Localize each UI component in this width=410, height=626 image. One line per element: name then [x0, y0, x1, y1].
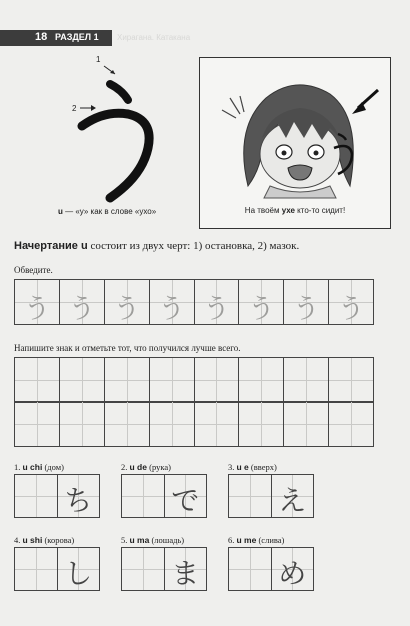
kana-caption [58, 207, 156, 216]
instruction-text: состоит из двух черт: 1) остановка, 2) мазок. [87, 240, 300, 252]
example-char: ま [171, 557, 200, 590]
writing-cell[interactable] [60, 402, 105, 446]
example-char-cell [165, 475, 207, 517]
writing-cell[interactable] [15, 402, 60, 446]
caption-bold: ухе [281, 206, 295, 215]
trace-cell[interactable] [329, 280, 373, 324]
trace-char: う [113, 294, 141, 325]
example-romaji: u e [236, 462, 249, 472]
example-char: め [278, 557, 307, 590]
example-label: 1. u chi (дом) [14, 462, 64, 472]
write-label: Напишите знак и отметьте тот, что получился лучше всего. [14, 343, 241, 353]
kana-u-glyph [70, 55, 180, 204]
stroke-number-2: 2 [72, 104, 77, 113]
writing-cell[interactable] [329, 358, 373, 402]
example-romaji: u me [236, 535, 257, 545]
trace-label: Обведите. [14, 265, 53, 275]
trace-cell[interactable] [284, 280, 329, 324]
vocab-example-6 [228, 535, 314, 590]
example-boxes [14, 547, 100, 591]
writing-cell[interactable] [150, 402, 195, 446]
example-meaning: (вверх) [250, 462, 277, 472]
trace-cell[interactable] [105, 280, 150, 324]
writing-cell[interactable] [195, 402, 240, 446]
example-romaji: u shi [22, 535, 43, 545]
writing-cell[interactable] [195, 358, 240, 402]
example-char: し [64, 557, 93, 590]
stroke-instruction [14, 240, 299, 252]
caption-text: — «у» как в слове «ухо» [62, 207, 157, 216]
example-meaning: (дом) [44, 462, 64, 472]
example-char-cell [58, 548, 100, 590]
writing-grid-row-2 [14, 401, 374, 447]
writing-cell[interactable] [239, 402, 284, 446]
example-label: 2. u de (рука) [121, 462, 171, 472]
writing-cell[interactable] [60, 358, 105, 402]
trace-cell[interactable] [239, 280, 284, 324]
writing-cell[interactable] [15, 358, 60, 402]
example-boxes [228, 547, 314, 591]
illustration-box [199, 57, 391, 229]
example-char: え [278, 484, 307, 517]
example-label: 3. u e (вверх) [228, 462, 277, 472]
trace-cell[interactable] [60, 280, 105, 324]
trace-cell[interactable] [150, 280, 195, 324]
large-kana-figure [70, 55, 180, 204]
writing-cell[interactable] [15, 475, 58, 517]
instruction-lead: Начертание [14, 240, 81, 252]
writing-cell[interactable] [229, 475, 272, 517]
girl-illustration [200, 58, 390, 228]
page-header [0, 30, 410, 46]
writing-cell[interactable] [122, 548, 165, 590]
trace-char: う [202, 294, 230, 325]
trace-char: う [158, 294, 186, 325]
page-number: 18 [35, 31, 48, 43]
vocab-example-3 [228, 462, 314, 517]
example-boxes [121, 474, 207, 518]
example-boxes [14, 474, 100, 518]
trace-cell[interactable] [195, 280, 240, 324]
example-label: 5. u ma (лошадь) [121, 535, 185, 545]
example-label: 4. u shi (корова) [14, 535, 75, 545]
illustration-caption [200, 206, 390, 215]
writing-cell[interactable] [105, 358, 150, 402]
example-boxes [121, 547, 207, 591]
trace-char: う [247, 294, 275, 325]
vocab-example-4 [14, 535, 100, 590]
trace-char: う [337, 294, 365, 325]
trace-char: う [23, 294, 51, 325]
writing-cell[interactable] [105, 402, 150, 446]
instruction-kana: u [80, 240, 88, 252]
trace-cell[interactable] [15, 280, 60, 324]
vocab-example-5 [121, 535, 207, 590]
example-label: 6. u me (слива) [228, 535, 285, 545]
writing-cell[interactable] [329, 402, 373, 446]
example-meaning: (лошадь) [151, 535, 185, 545]
trace-char: う [292, 294, 320, 325]
example-meaning: (корова) [44, 535, 75, 545]
stroke-number-1: 1 [96, 55, 101, 64]
writing-cell[interactable] [239, 358, 284, 402]
caption-before: На твоём [244, 206, 282, 215]
example-char: ち [64, 484, 93, 517]
example-char-cell [165, 548, 207, 590]
faded-heading: Хирагана. Катакана [117, 33, 191, 42]
section-title: РАЗДЕЛ 1 [55, 32, 99, 42]
example-char-cell [272, 475, 314, 517]
example-romaji: u de [129, 462, 147, 472]
writing-cell[interactable] [284, 402, 329, 446]
writing-cell[interactable] [150, 358, 195, 402]
caption-after: кто-то сидит! [294, 206, 346, 215]
example-boxes [228, 474, 314, 518]
caption-romaji: u [58, 207, 63, 216]
writing-cell[interactable] [15, 548, 58, 590]
vocab-example-2 [121, 462, 207, 517]
example-meaning: (рука) [149, 462, 171, 472]
trace-grid [14, 279, 374, 325]
trace-char: う [68, 294, 96, 325]
example-romaji: u chi [22, 462, 43, 472]
writing-cell[interactable] [122, 475, 165, 517]
example-char: で [171, 484, 200, 517]
writing-cell[interactable] [284, 358, 329, 402]
writing-grid-row-1 [14, 357, 374, 403]
example-char-cell [272, 548, 314, 590]
example-char-cell [58, 475, 100, 517]
writing-cell[interactable] [229, 548, 272, 590]
example-meaning: (слива) [258, 535, 285, 545]
vocab-example-1 [14, 462, 100, 517]
example-romaji: u ma [129, 535, 150, 545]
